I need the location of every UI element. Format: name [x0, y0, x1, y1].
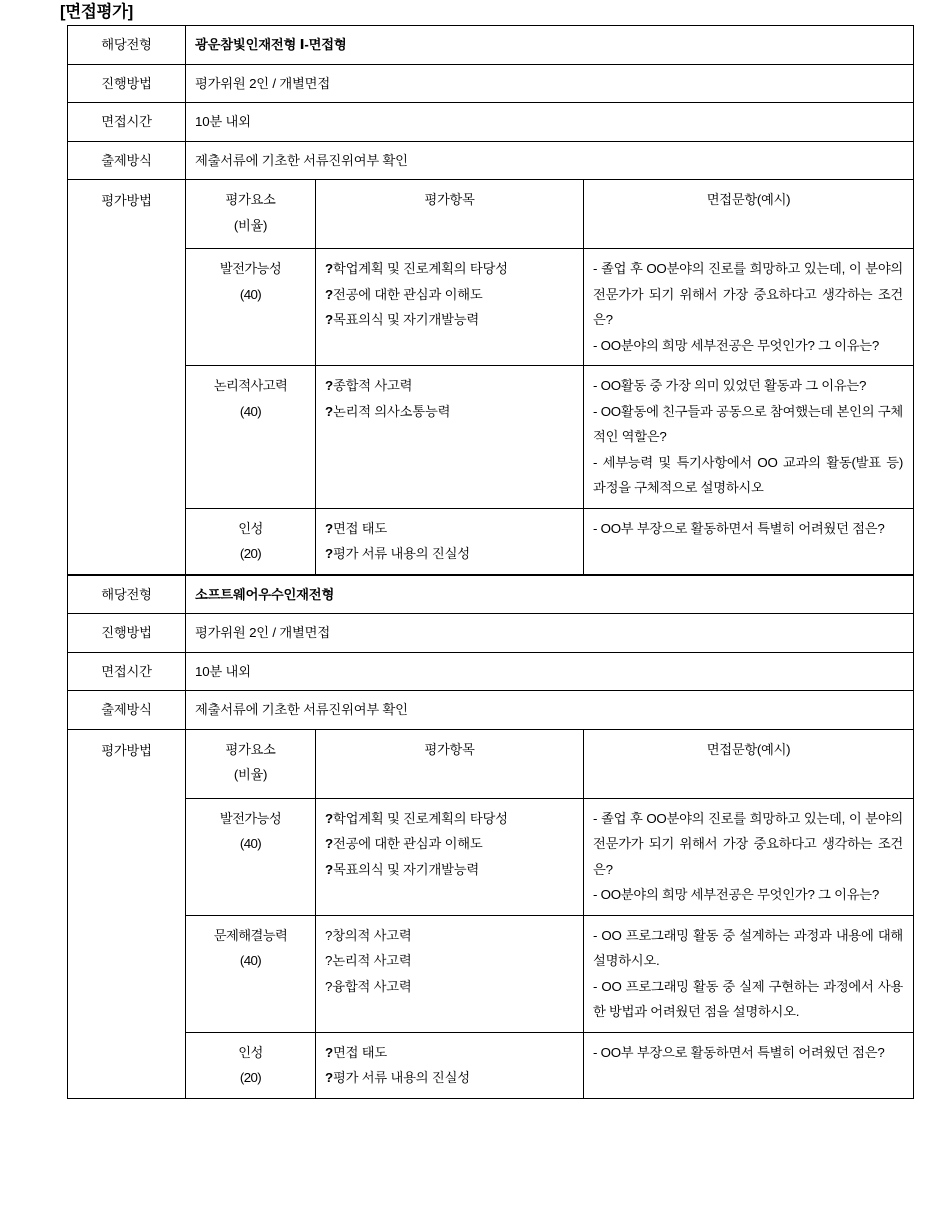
evaluation-items-1-1 — [316, 249, 584, 366]
label-evaluation-method-1 — [68, 180, 186, 575]
bullet-marker-icon: ? — [325, 378, 333, 393]
interview-questions-1-3 — [584, 508, 914, 575]
subheader-element-1 — [186, 180, 316, 249]
label-method-2-content: 진행방법 — [101, 625, 152, 640]
subheader-element-ratio: (비율) — [233, 217, 268, 233]
page-title: [면접평가] — [60, 3, 133, 21]
bullet-marker-icon: ? — [325, 261, 333, 276]
evaluation-element-1-3 — [186, 508, 316, 575]
row-type-2 — [68, 575, 914, 614]
evaluation-element-2-3-content — [186, 1033, 315, 1098]
evaluation-element-2-1 — [186, 798, 316, 915]
interview-questions-2-1 — [584, 798, 914, 915]
evaluation-item: ?학업계획 및 진로계획의 타당성 — [325, 261, 508, 276]
evaluation-element-name: 논리적사고력 — [213, 378, 288, 393]
evaluation-items-2-1-content — [316, 799, 583, 890]
label-duration-2-content: 면접시간 — [101, 663, 152, 679]
evaluation-item: ?전공에 대한 관심과 이해도 — [325, 286, 483, 302]
interview-question: - 졸업 후 OO분야의 진로를 희망하고 있는데, 이 분야의 전문가가 되기 위해서 가장 중요하다고 생각하는 조건은? — [593, 261, 904, 327]
evaluation-items-2-2 — [316, 915, 584, 1032]
interview-questions-1-2-content — [584, 366, 913, 508]
evaluation-items-2-1 — [316, 798, 584, 915]
value-duration-1 — [186, 103, 914, 142]
row-method-2 — [68, 614, 914, 653]
evaluation-items-2-3 — [316, 1032, 584, 1098]
value-duration-2 — [186, 652, 914, 691]
label-type-2-content: 해당전형 — [101, 586, 152, 602]
bullet-marker-icon: ? — [325, 861, 333, 877]
value-format-2 — [186, 691, 914, 730]
evaluation-item: ?전공에 대한 관심과 이해도 — [325, 836, 483, 851]
interview-evaluation-table — [67, 25, 914, 1099]
subheader-element-1-content — [186, 180, 315, 248]
row-evaluation-2-3 — [68, 1032, 914, 1098]
value-format-1 — [186, 141, 914, 180]
value-type-2-content: 소프트웨어우수인재전형 — [195, 586, 335, 602]
evaluation-item: ?학업계획 및 진로계획의 타당성 — [325, 810, 508, 826]
bullet-marker-icon: ? — [325, 1044, 333, 1060]
evaluation-items-1-3-content — [316, 509, 583, 574]
subheader-element-2 — [186, 729, 316, 798]
evaluation-item: ?융합적 사고력 — [325, 978, 412, 994]
subheader-element-main: 평가요소 — [225, 192, 276, 207]
evaluation-items-1-1-content — [316, 249, 583, 340]
bullet-marker-icon: ? — [325, 520, 333, 536]
evaluation-element-name: 인성 — [238, 1044, 263, 1060]
evaluation-items-2-2-content — [316, 916, 583, 1007]
bullet-marker-icon: ? — [325, 927, 333, 943]
evaluation-items-2-3-content — [316, 1033, 583, 1098]
label-method-1-content: 진행방법 — [101, 75, 152, 91]
row-evaluation-header-2 — [68, 729, 914, 798]
row-evaluation-2-1 — [68, 798, 914, 915]
evaluation-element-1-3-content — [186, 509, 315, 574]
evaluation-items-1-2 — [316, 366, 584, 509]
evaluation-element-name: 발전가능성 — [219, 810, 282, 826]
label-method-1 — [68, 64, 186, 103]
row-format-1 — [68, 141, 914, 180]
evaluation-element-1-1-content — [186, 249, 315, 314]
row-format-2 — [68, 691, 914, 730]
value-duration-1-content: 10분 내외 — [195, 114, 251, 129]
value-duration-2-content: 10분 내외 — [195, 663, 251, 679]
subheader-question-2 — [584, 729, 914, 798]
evaluation-items-1-3 — [316, 508, 584, 575]
evaluation-element-2-3 — [186, 1032, 316, 1098]
interview-question: - 졸업 후 OO분야의 진로를 희망하고 있는데, 이 분야의 전문가가 되기 위해서 가장 중요하다고 생각하는 조건은? — [593, 810, 904, 877]
label-type-1-content: 해당전형 — [101, 37, 152, 52]
subheader-item-1 — [316, 180, 584, 249]
interview-questions-1-1 — [584, 249, 914, 366]
label-evaluation-method-2-content: 평가방법 — [101, 742, 152, 758]
value-type-1-content: 광운참빛인재전형 Ⅰ-면접형 — [195, 37, 347, 52]
subheader-question-1-content: 면접문항(예시) — [706, 192, 791, 207]
row-duration-1 — [68, 103, 914, 142]
value-method-1 — [186, 64, 914, 103]
evaluation-element-ratio: (40) — [239, 403, 262, 419]
row-method-1 — [68, 64, 914, 103]
interview-question: - OO부 부장으로 활동하면서 특별히 어려웠던 점은? — [593, 520, 885, 536]
bullet-marker-icon: ? — [325, 312, 333, 327]
interview-questions-2-2-content — [584, 916, 913, 1032]
label-format-2 — [68, 691, 186, 730]
row-evaluation-1-2 — [68, 366, 914, 509]
subheader-element-ratio: (비율) — [233, 767, 268, 782]
evaluation-element-2-2 — [186, 915, 316, 1032]
label-type-1 — [68, 26, 186, 65]
bullet-marker-icon: ? — [325, 1070, 333, 1085]
evaluation-element-ratio: (20) — [239, 1070, 262, 1085]
evaluation-item: ?평가 서류 내용의 진실성 — [325, 1070, 470, 1085]
interview-questions-1-3-content — [584, 509, 913, 549]
bullet-marker-icon: ? — [325, 546, 333, 561]
evaluation-element-ratio: (40) — [239, 953, 262, 968]
evaluation-item: ?면접 태도 — [325, 520, 388, 536]
evaluation-element-name: 문제해결능력 — [213, 927, 288, 943]
label-method-2 — [68, 614, 186, 653]
evaluation-element-ratio: (40) — [239, 836, 262, 851]
interview-question: - OO 프로그래밍 활동 중 실제 구현하는 과정에서 사용한 방법과 어려웠던 점을 설명하시오. — [593, 978, 904, 1019]
value-type-1 — [186, 26, 914, 65]
interview-question: - OO분야의 희망 세부전공은 무엇인가? 그 이유는? — [593, 887, 880, 902]
interview-question: - OO활동에 친구들과 공동으로 참여했는데 본인의 구체적인 역할은? — [593, 403, 904, 444]
label-duration-1-content: 면접시간 — [101, 114, 152, 129]
evaluation-element-ratio: (20) — [239, 546, 262, 561]
row-type-1 — [68, 26, 914, 65]
subheader-element-2-content — [186, 730, 315, 798]
evaluation-item: ?면접 태도 — [325, 1044, 388, 1060]
subheader-element-main: 평가요소 — [225, 741, 276, 757]
evaluation-item: ?목표의식 및 자기개발능력 — [325, 861, 480, 877]
evaluation-element-ratio: (40) — [239, 286, 262, 302]
label-type-2 — [68, 575, 186, 614]
interview-questions-1-2 — [584, 366, 914, 509]
label-evaluation-method-1-content: 평가방법 — [101, 193, 152, 208]
label-duration-2 — [68, 652, 186, 691]
table-body — [68, 26, 914, 1099]
interview-questions-2-3-content — [584, 1033, 913, 1073]
value-format-2-content: 제출서류에 기초한 서류진위여부 확인 — [195, 702, 408, 717]
subheader-question-1 — [584, 180, 914, 249]
evaluation-item: ?논리적 사고력 — [325, 953, 412, 968]
evaluation-element-name: 발전가능성 — [219, 261, 282, 276]
bullet-marker-icon: ? — [325, 403, 333, 419]
row-evaluation-2-2 — [68, 915, 914, 1032]
evaluation-element-2-2-content — [186, 916, 315, 981]
interview-questions-2-2 — [584, 915, 914, 1032]
bullet-marker-icon: ? — [325, 286, 333, 302]
evaluation-item: ?종합적 사고력 — [325, 378, 413, 393]
interview-questions-2-1-content — [584, 799, 913, 915]
evaluation-element-2-1-content — [186, 799, 315, 864]
interview-question: - 세부능력 및 특기사항에서 OO 교과의 활동(발표 등) 과정을 구체적으로 설명하시오 — [593, 454, 904, 495]
bullet-marker-icon: ? — [325, 978, 333, 994]
evaluation-item: ?논리적 의사소통능력 — [325, 403, 451, 419]
value-method-2-content: 평가위원 2인 / 개별면접 — [195, 625, 330, 640]
row-evaluation-1-3 — [68, 508, 914, 575]
bullet-marker-icon: ? — [325, 810, 333, 826]
evaluation-item: ?평가 서류 내용의 진실성 — [325, 546, 470, 561]
evaluation-element-name: 인성 — [238, 520, 263, 536]
evaluation-element-1-1 — [186, 249, 316, 366]
interview-question: - OO분야의 희망 세부전공은 무엇인가? 그 이유는? — [593, 337, 880, 353]
label-duration-1 — [68, 103, 186, 142]
label-format-1-content: 출제방식 — [101, 152, 152, 168]
subheader-item-1-content: 평가항목 — [424, 192, 475, 207]
evaluation-element-1-2 — [186, 366, 316, 509]
value-format-1-content: 제출서류에 기초한 서류진위여부 확인 — [195, 152, 408, 168]
bullet-marker-icon: ? — [325, 836, 333, 851]
value-type-2 — [186, 575, 914, 614]
interview-question: - OO활동 중 가장 의미 있었던 활동과 그 이유는? — [593, 378, 867, 393]
evaluation-items-1-2-content — [316, 366, 583, 431]
subheader-question-2-content: 면접문항(예시) — [706, 741, 791, 757]
row-evaluation-1-1 — [68, 249, 914, 366]
row-evaluation-header-1 — [68, 180, 914, 249]
interview-evaluation-table-wrap — [67, 25, 913, 1099]
value-method-1-content: 평가위원 2인 / 개별면접 — [195, 75, 330, 91]
evaluation-element-1-2-content — [186, 366, 315, 431]
value-method-2 — [186, 614, 914, 653]
label-format-2-content: 출제방식 — [101, 702, 152, 717]
interview-questions-2-3 — [584, 1032, 914, 1098]
evaluation-item: ?창의적 사고력 — [325, 927, 412, 943]
subheader-item-2-content: 평가항목 — [424, 741, 475, 757]
label-evaluation-method-2 — [68, 729, 186, 1098]
subheader-item-2 — [316, 729, 584, 798]
interview-questions-1-1-content — [584, 249, 913, 365]
bullet-marker-icon: ? — [325, 953, 333, 968]
interview-question: - OO부 부장으로 활동하면서 특별히 어려웠던 점은? — [593, 1044, 885, 1060]
label-format-1 — [68, 141, 186, 180]
interview-question: - OO 프로그래밍 활동 중 설계하는 과정과 내용에 대해 설명하시오. — [593, 927, 904, 968]
evaluation-item: ?목표의식 및 자기개발능력 — [325, 312, 480, 327]
row-duration-2 — [68, 652, 914, 691]
